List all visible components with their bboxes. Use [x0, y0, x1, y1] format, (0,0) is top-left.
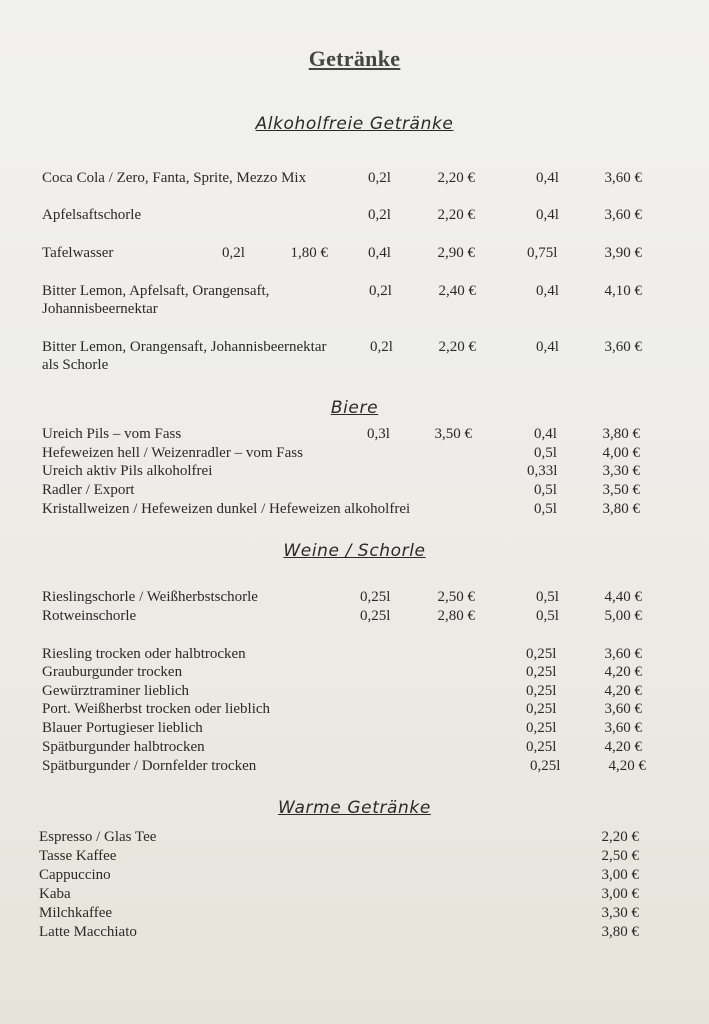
item-price-2: 4,20 €	[604, 739, 642, 755]
item-price-1: 2,20 €	[438, 339, 476, 355]
item-name: Ureich aktiv Pils alkoholfrei	[42, 463, 213, 479]
item-name: Gewürztraminer lieblich	[42, 683, 190, 699]
item-size-2: 0,25l	[530, 758, 561, 774]
item-price-2: 3,60 €	[604, 339, 642, 355]
item-size-2: 0,4l	[536, 283, 559, 299]
item-name-line-2: als Schorle	[42, 357, 109, 373]
item-size-1: 0,2l	[370, 339, 393, 355]
item-size-2: 0,75l	[527, 245, 558, 261]
item-size-2: 0,25l	[526, 720, 557, 736]
item-name: Rotweinschorle	[42, 608, 137, 624]
item-price-1: 2,20 €	[437, 207, 475, 223]
item-price-0: 1,80 €	[290, 245, 328, 261]
item-name: Tasse Kaffee	[39, 848, 117, 864]
item-name: Spätburgunder halbtrocken	[42, 739, 205, 755]
item-price-2: 3,60 €	[604, 701, 642, 717]
item-size-2: 0,4l	[536, 339, 559, 355]
item-size-2: 0,25l	[526, 739, 557, 755]
item-price-2: 4,40 €	[604, 589, 642, 605]
item-price: 3,00 €	[601, 867, 639, 883]
item-price: 2,20 €	[601, 829, 639, 845]
item-price-1: 2,90 €	[437, 245, 475, 261]
item-size-2: 0,5l	[534, 445, 557, 461]
item-price-1: 2,20 €	[437, 170, 475, 186]
item-price-2: 4,00 €	[602, 445, 640, 461]
item-price-2: 3,60 €	[604, 720, 642, 736]
item-size-0: 0,2l	[222, 245, 245, 261]
item-name: Latte Macchiato	[39, 924, 137, 940]
item-name: Blauer Portugieser lieblich	[42, 720, 203, 736]
item-size-2: 0,5l	[534, 482, 557, 498]
item-size-2: 0,33l	[527, 463, 558, 479]
item-price-2: 3,60 €	[604, 170, 642, 186]
item-price-2: 3,50 €	[602, 482, 640, 498]
item-size-2: 0,5l	[536, 608, 559, 624]
item-name: Bitter Lemon, Apfelsaft, Orangensaft,	[42, 283, 270, 299]
item-size-2: 0,4l	[536, 207, 559, 223]
item-price-1: 2,80 €	[437, 608, 475, 624]
section-title-biere: Biere	[330, 398, 379, 418]
item-price-2: 3,30 €	[602, 463, 640, 479]
item-price: 3,30 €	[601, 905, 639, 921]
item-size-1: 0,2l	[368, 207, 391, 223]
item-price-2: 3,80 €	[602, 501, 640, 517]
item-price-1: 2,40 €	[438, 283, 476, 299]
item-name: Ureich Pils – vom Fass	[42, 426, 182, 442]
item-price-2: 5,00 €	[604, 608, 642, 624]
item-size-2: 0,25l	[526, 701, 557, 717]
item-size-1: 0,2l	[369, 283, 392, 299]
item-size-1: 0,3l	[367, 426, 390, 442]
item-name: Apfelsaftschorle	[42, 207, 142, 223]
page-title: Getränke	[308, 46, 401, 71]
item-size-2: 0,25l	[526, 683, 557, 699]
item-name: Coca Cola / Zero, Fanta, Sprite, Mezzo Mix	[42, 170, 307, 186]
section-title-alkoholfrei: Alkoholfreie Getränke	[255, 114, 454, 134]
item-name: Riesling trocken oder halbtrocken	[42, 646, 246, 662]
item-price: 3,80 €	[601, 924, 639, 940]
item-name: Grauburgunder trocken	[42, 664, 183, 680]
item-name: Rieslingschorle / Weißherbstschorle	[42, 589, 258, 605]
item-size-2: 0,5l	[536, 589, 559, 605]
item-name: Radler / Export	[42, 482, 135, 498]
item-size-2: 0,25l	[526, 664, 557, 680]
item-name: Hefeweizen hell / Weizenradler – vom Fass	[42, 445, 303, 461]
item-price-1: 3,50 €	[434, 426, 472, 442]
item-price: 3,00 €	[601, 886, 639, 902]
item-size-1: 0,25l	[360, 608, 391, 624]
item-price: 2,50 €	[601, 848, 639, 864]
item-size-1: 0,2l	[368, 170, 391, 186]
item-price-2: 4,20 €	[604, 664, 642, 680]
item-name: Kristallweizen / Hefeweizen dunkel / Hefeweizen alkoholfrei	[42, 501, 411, 517]
item-price-2: 3,60 €	[604, 646, 642, 662]
section-title-weine: Weine / Schorle	[283, 541, 426, 561]
item-name-line-2: Johannisbeernektar	[42, 301, 158, 317]
item-name: Kaba	[39, 886, 71, 902]
item-price-2: 3,60 €	[604, 207, 642, 223]
item-name: Bitter Lemon, Orangensaft, Johannisbeernektar	[42, 339, 327, 355]
item-price-2: 3,90 €	[604, 245, 642, 261]
item-price-1: 2,50 €	[437, 589, 475, 605]
item-name: Espresso / Glas Tee	[39, 829, 157, 845]
item-price-2: 3,80 €	[602, 426, 640, 442]
item-name: Port. Weißherbst trocken oder lieblich	[42, 701, 271, 717]
item-name: Cappuccino	[39, 867, 111, 883]
item-price-2: 4,20 €	[604, 683, 642, 699]
item-size-2: 0,4l	[534, 426, 557, 442]
section-title-warm: Warme Getränke	[278, 798, 431, 818]
item-size-2: 0,4l	[536, 170, 559, 186]
item-name: Spätburgunder / Dornfelder trocken	[42, 758, 257, 774]
item-name: Milchkaffee	[39, 905, 113, 921]
item-size-1: 0,4l	[368, 245, 391, 261]
item-name: Tafelwasser	[42, 245, 114, 261]
item-size-2: 0,5l	[534, 501, 557, 517]
item-size-2: 0,25l	[526, 646, 557, 662]
item-price-2: 4,10 €	[604, 283, 642, 299]
item-price-2: 4,20 €	[608, 758, 646, 774]
item-size-1: 0,25l	[360, 589, 391, 605]
